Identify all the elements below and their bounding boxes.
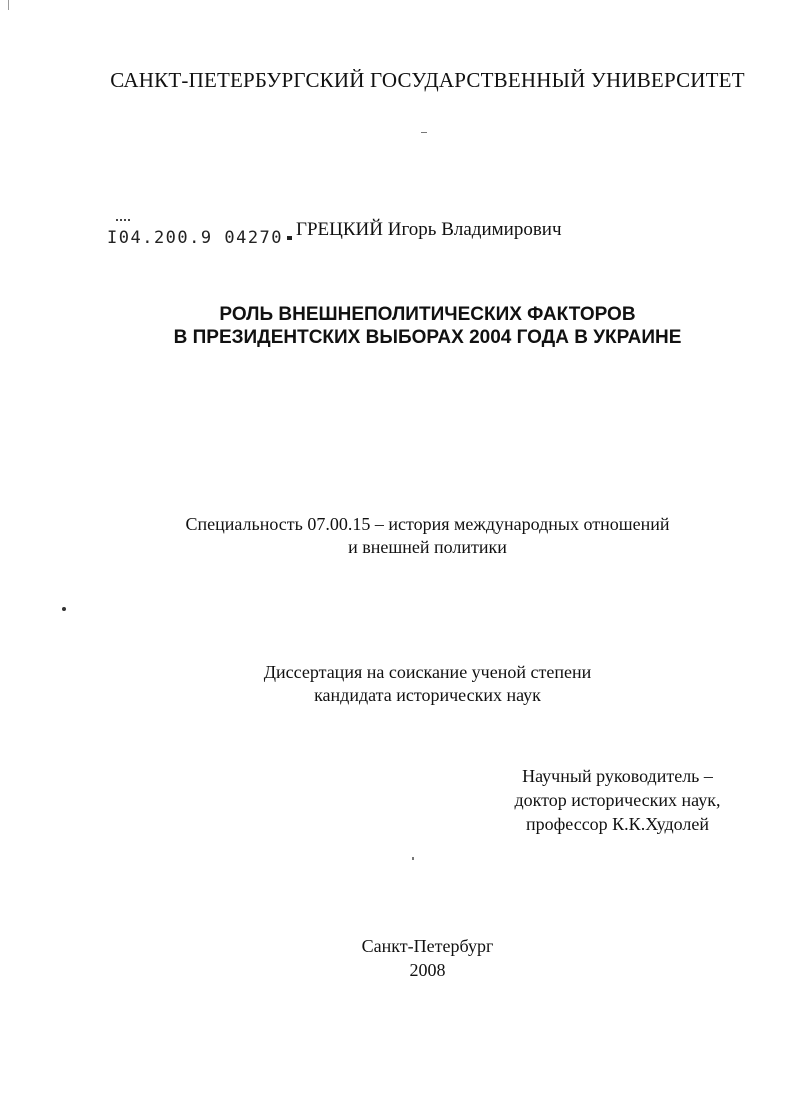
specialty xyxy=(0,513,795,559)
supervisor-line-3: профессор К.К.Худолей xyxy=(525,814,710,834)
supervisor-line-1: Научный руководитель – xyxy=(522,766,713,786)
dissertation-title xyxy=(0,303,795,349)
title-line-2: В ПРЕЗИДЕНТСКИХ ВЫБОРАХ 2004 ГОДА В УКРАИНЕ xyxy=(173,327,682,348)
archive-code-bullet xyxy=(287,236,292,240)
year: 2008 xyxy=(409,960,446,980)
degree-statement xyxy=(0,661,795,707)
specialty-line-2: и внешней политики xyxy=(348,537,507,557)
degree-line-2: кандидата исторических наук xyxy=(314,685,541,705)
supervisor-line-2: доктор исторических наук, xyxy=(514,790,721,810)
title-line-1: РОЛЬ ВНЕШНЕПОЛИТИЧЕСКИХ ФАКТОРОВ xyxy=(219,304,636,325)
degree-line-1: Диссертация на соискание ученой степени xyxy=(263,662,592,682)
specialty-line-1: Специальность 07.00.15 – история международных отношений xyxy=(185,514,670,534)
scan-edge-mark xyxy=(8,0,9,10)
archive-code xyxy=(107,228,292,248)
scan-artifact-dot xyxy=(62,607,66,611)
supervisor-block xyxy=(500,764,735,836)
university-name: САНКТ-ПЕТЕРБУРГСКИЙ ГОСУДАРСТВЕННЫЙ УНИВЕРСИТЕТ xyxy=(110,68,745,92)
scan-artifact-dash xyxy=(421,132,427,133)
place: Санкт-Петербург xyxy=(361,936,494,956)
archive-code-text: I04.200.9 04270 xyxy=(107,228,284,248)
scan-artifact-tick xyxy=(412,857,414,860)
place-and-year xyxy=(0,934,795,982)
author-name: ГРЕЦКИЙ Игорь Владимирович xyxy=(296,219,562,240)
archive-code-dots xyxy=(116,219,130,223)
